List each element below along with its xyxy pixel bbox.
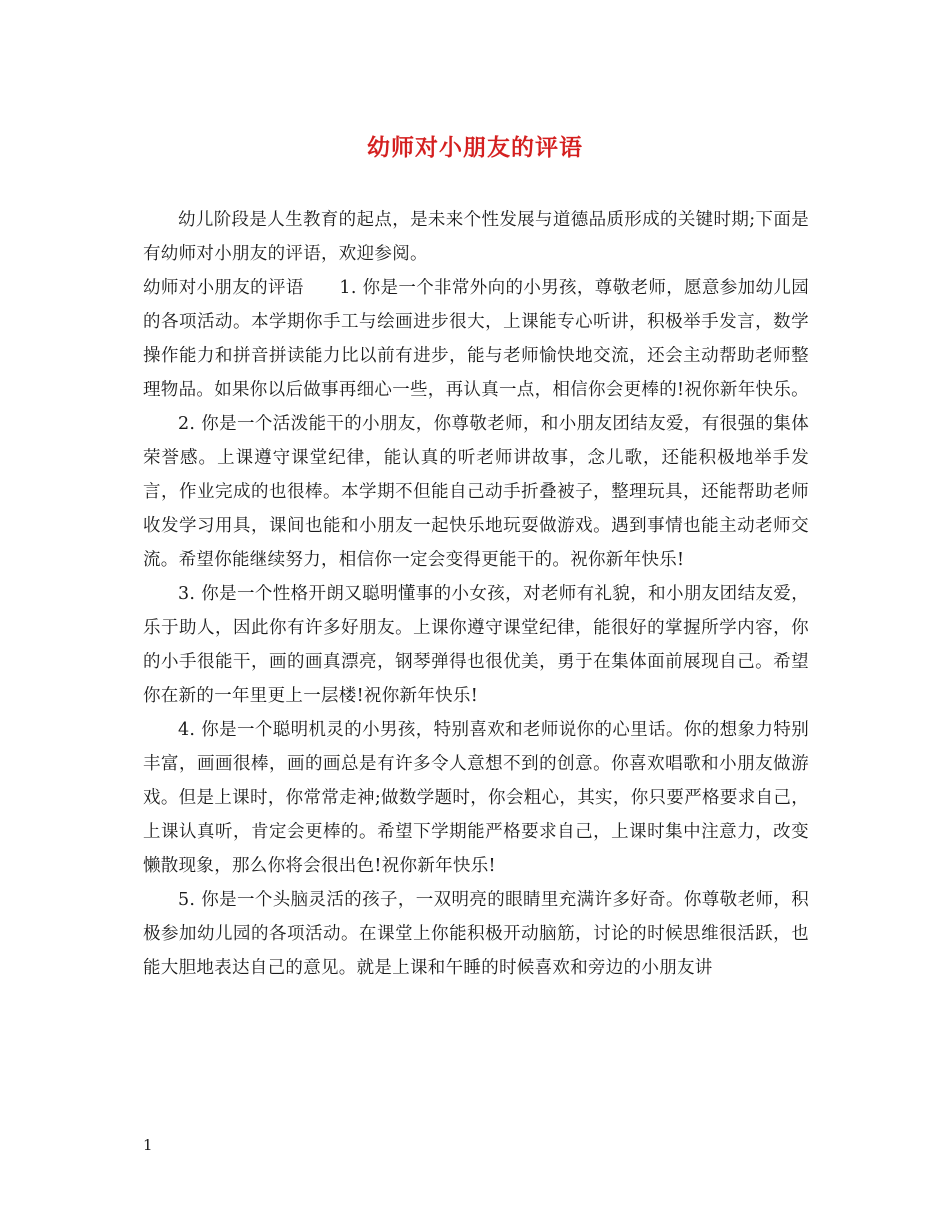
page-number: 1 [143,1136,153,1154]
paragraph-intro: 幼儿阶段是人生教育的起点，是未来个性发展与道德品质形成的关键时期;下面是有幼师对小朋友的评语，欢迎参阅。 [143,210,809,264]
document-body [143,203,809,985]
page-title: 幼师对小朋友的评语 [367,134,583,161]
paragraph-1: 幼师对小朋友的评语 1. 你是一个非常外向的小男孩，尊敬老师，愿意参加幼儿园的各项活动。本学期你手工与绘画进步很大，上课能专心听讲，积极举手发言，数学操作能力和拼音拼读能力比以前有进步，能与老师愉快地交流，还会主动帮助老师整理物品。如果你以后做事再细心一些，再认真一点，相信你会更棒的!祝你新年快乐。 [143,278,809,400]
paragraph-4: 4. 你是一个聪明机灵的小男孩，特别喜欢和老师说你的心里话。你的想象力特别丰富，画画很棒，画的画总是有许多令人意想不到的创意。你喜欢唱歌和小朋友做游戏。但是上课时，你常常走神;做数学题时，你会粗心，其实，你只要严格要求自己，上课认真听，肯定会更棒的。希望下学期能严格要求自己，上课时集中注意力，改变懒散现象，那么你将会很出色!祝你新年快乐! [143,720,809,876]
paragraph-2: 2. 你是一个活泼能干的小朋友，你尊敬老师，和小朋友团结友爱，有很强的集体荣誉感。上课遵守课堂纪律，能认真的听老师讲故事，念儿歌，还能积极地举手发言，作业完成的也很棒。本学期不但能自己动手折叠被子，整理玩具，还能帮助老师收发学习用具，课间也能和小朋友一起快乐地玩耍做游戏。遇到事情也能主动老师交流。希望你能继续努力，相信你一定会变得更能干的。祝你新年快乐! [143,414,809,570]
paragraph-3: 3. 你是一个性格开朗又聪明懂事的小女孩，对老师有礼貌，和小朋友团结友爱，乐于助人，因此你有许多好朋友。上课你遵守课堂纪律，能很好的掌握所学内容，你的小手很能干，画的画真漂亮，钢琴弹得也很优美，勇于在集体面前展现自己。希望你在新的一年里更上一层楼!祝你新年快乐! [143,584,809,706]
paragraph-5: 5. 你是一个头脑灵活的孩子，一双明亮的眼睛里充满许多好奇。你尊敬老师，积极参加幼儿园的各项活动。在课堂上你能积极开动脑筋，讨论的时候思维很活跃，也能大胆地表达自己的意见。就是上课和午睡的时候喜欢和旁边的小朋友讲 [143,890,809,978]
